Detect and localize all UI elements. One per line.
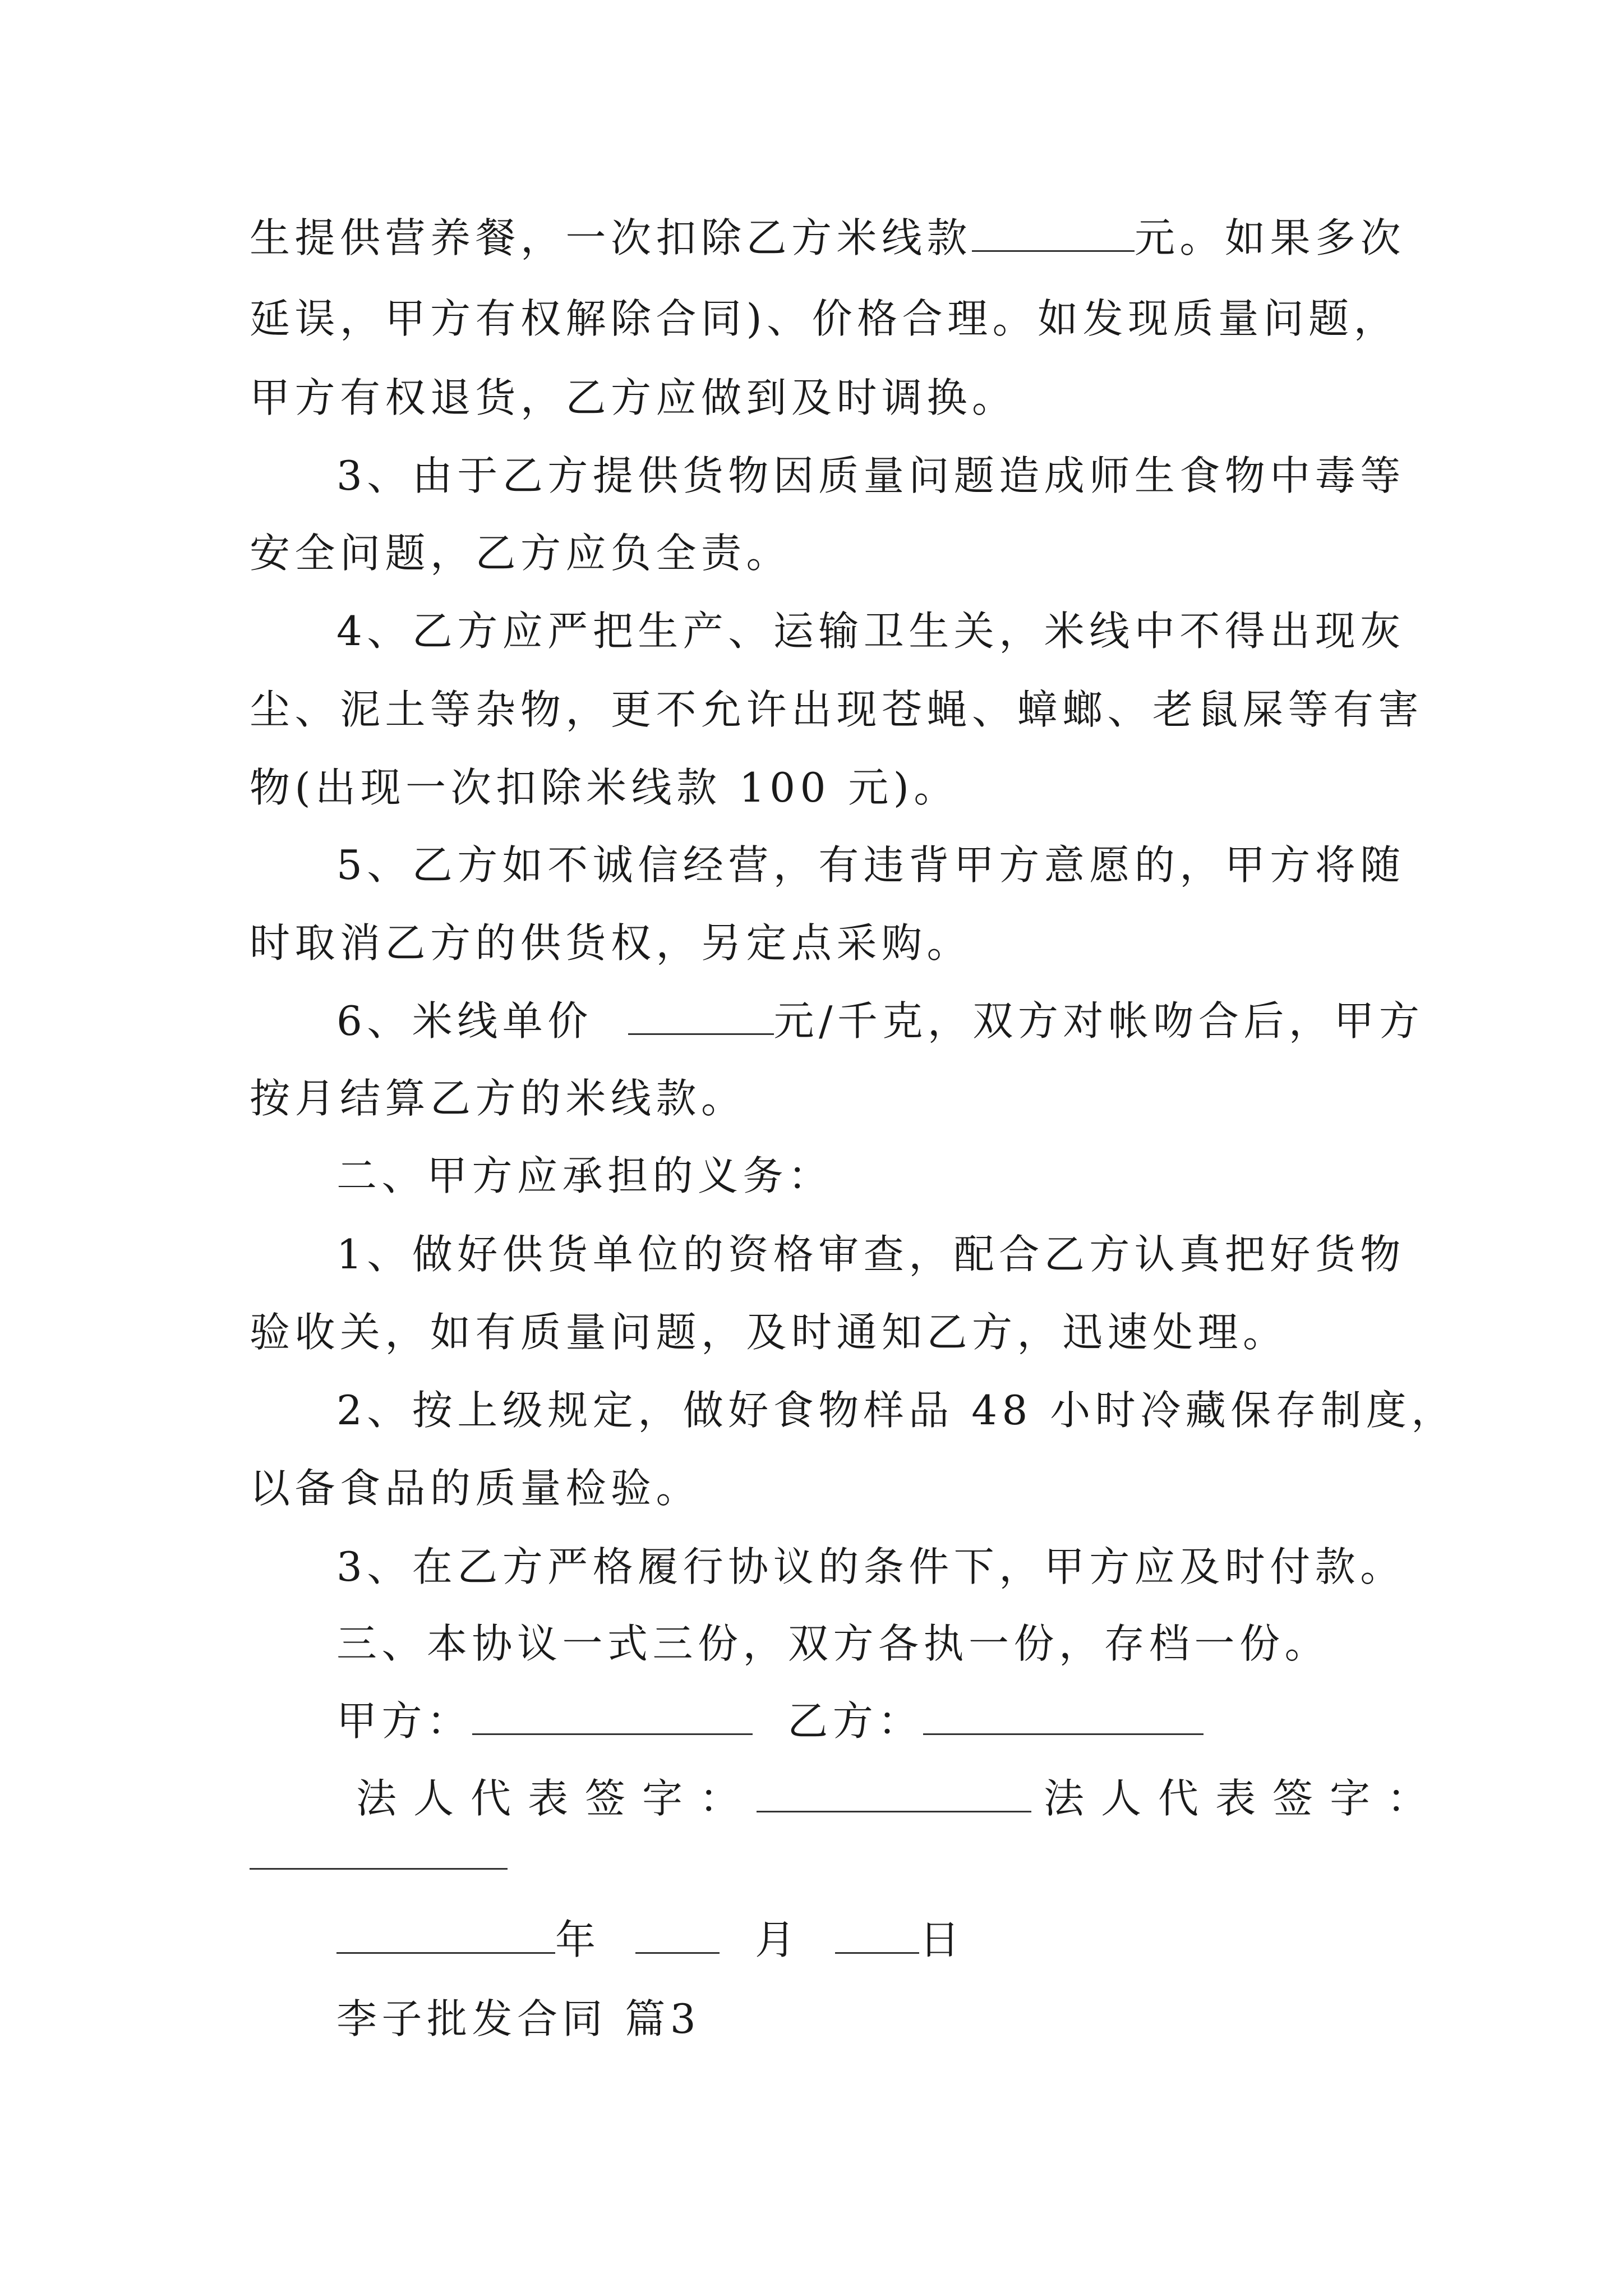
- paragraph-line: 物(出现一次扣除米线款 100 元)。: [250, 764, 959, 811]
- paragraph-line: 以备食品的质量检验。: [250, 1465, 702, 1512]
- legal-rep-line: [356, 1775, 1445, 1822]
- paragraph-line: 时取消乙方的供货权，另定点采购。: [250, 919, 972, 967]
- paragraph-line: 甲方有权退货，乙方应做到及时调换。: [250, 374, 1017, 421]
- day-label: 日: [919, 1916, 965, 1963]
- month-blank: [635, 1920, 720, 1954]
- paragraph-line: 5、乙方如不诚信经营，有违背甲方意愿的，甲方将随: [336, 841, 1405, 889]
- paragraph-line: 按月结算乙方的米线款。: [250, 1075, 746, 1122]
- paragraph-line: 3、由于乙方提供货物因质量问题造成师生食物中毒等: [336, 452, 1405, 499]
- paragraph-line: 4、乙方应严把生产、运输卫生关，米线中不得出现灰: [336, 608, 1405, 655]
- fill-in-blank: [628, 1001, 774, 1035]
- text-segment: 6、米线单价: [336, 997, 593, 1045]
- legal-rep-a-blank: [757, 1778, 1031, 1812]
- legal-rep-b-blank: [250, 1868, 508, 1870]
- next-section-heading: 李子批发合同 篇3: [336, 1995, 701, 2042]
- paragraph-line: 3、在乙方严格履行协议的条件下，甲方应及时付款。: [336, 1543, 1405, 1590]
- date-line: [336, 1916, 965, 1963]
- month-label: 月: [755, 1916, 800, 1963]
- day-blank: [835, 1920, 919, 1954]
- paragraph-line: [336, 997, 1424, 1045]
- section-heading: 三、本协议一式三份，双方各执一份，存档一份。: [336, 1620, 1330, 1667]
- legal-rep-b-label: 法人代表签字：: [1044, 1775, 1445, 1822]
- paragraph-line: [250, 214, 1406, 261]
- party-b-label: 乙方：: [787, 1697, 923, 1745]
- party-a-label: 甲方：: [336, 1697, 472, 1745]
- year-blank: [336, 1920, 555, 1954]
- party-b-blank: [923, 1701, 1204, 1735]
- paragraph-line: 安全问题，乙方应负全责。: [250, 530, 792, 577]
- legal-rep-a-label: 法人代表签字：: [356, 1775, 757, 1822]
- signature-parties-line: [336, 1697, 1204, 1745]
- text-segment: 生提供营养餐，一次扣除乙方米线款: [250, 214, 972, 261]
- text-segment: 元/千克，双方对帐吻合后，甲方: [773, 997, 1424, 1045]
- paragraph-line: 延误，甲方有权解除合同)、价格合理。如发现质量问题，: [250, 295, 1399, 342]
- text-segment: 元。如果多次: [1135, 214, 1406, 261]
- paragraph-line: 尘、泥土等杂物，更不允许出现苍蝇、蟑螂、老鼠屎等有害: [250, 686, 1424, 733]
- paragraph-line: 1、做好供货单位的资格审查，配合乙方认真把好货物: [336, 1231, 1405, 1278]
- paragraph-line: 2、按上级规定，做好食物样品 48 小时冷藏保存制度，: [336, 1387, 1456, 1434]
- fill-in-blank: [972, 218, 1135, 252]
- paragraph-line: 验收关，如有质量问题，及时通知乙方，迅速处理。: [250, 1309, 1288, 1356]
- section-heading: 二、甲方应承担的义务：: [336, 1152, 833, 1199]
- party-a-blank: [472, 1701, 753, 1735]
- year-label: 年: [555, 1916, 601, 1963]
